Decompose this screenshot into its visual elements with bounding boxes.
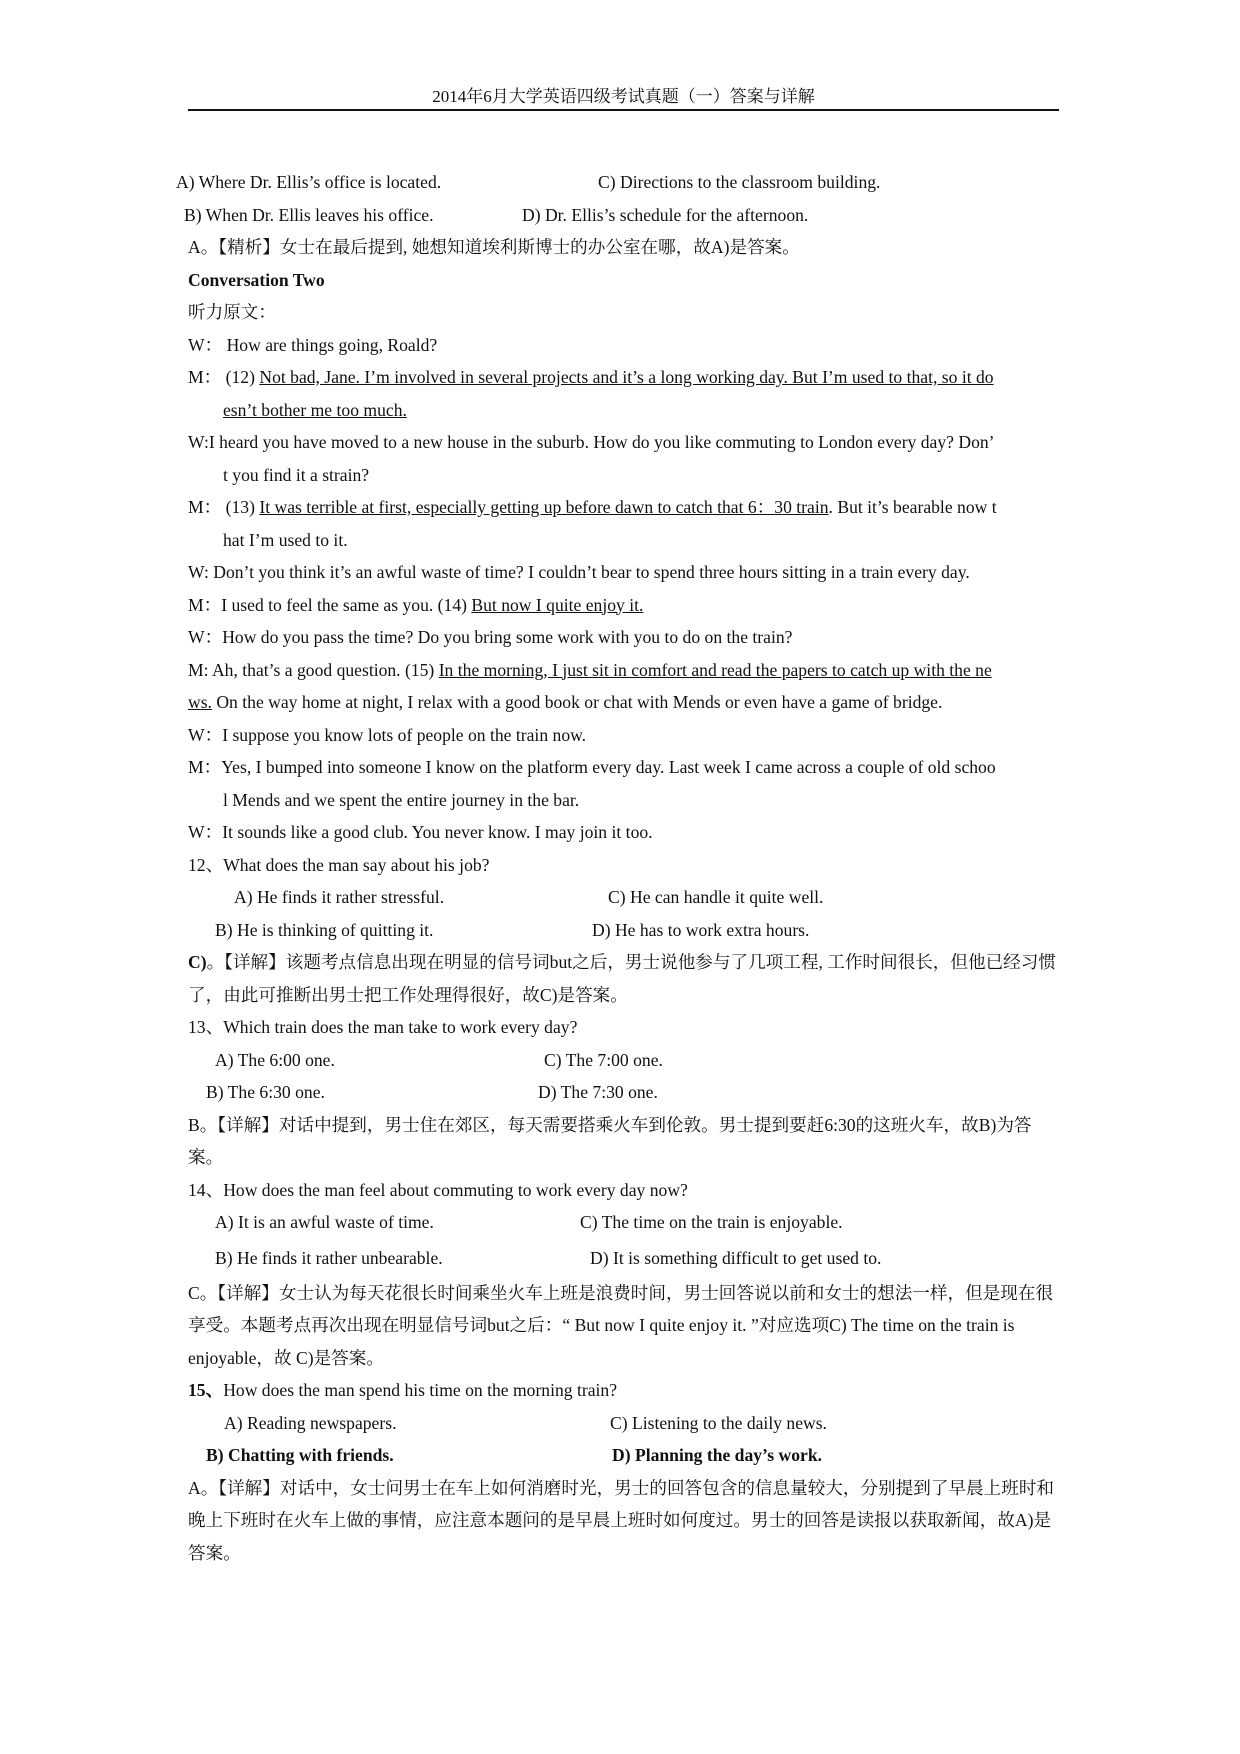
option-a: A) Reading newspapers. xyxy=(224,1412,397,1433)
underlined-text: In the morning, I just sit in comfort and read the papers to catch up with the ne xyxy=(438,659,992,680)
transcript-line xyxy=(188,686,1060,719)
answer-q13: B。【详解】对话中提到，男士住在郊区，每天需要搭乘火车到伦敦。男士提到要赶6:30的这班火车，故B)为答案。 xyxy=(188,1114,1032,1167)
speaker-prefix: M：I used to feel the same as you. (14) xyxy=(188,594,472,615)
option-row xyxy=(188,1206,1060,1239)
answer-q14: C。【详解】女士认为每天花很长时间乘坐火车上班是浪费时间，男士回答说以前和女士的想法一样，但是现在很享受。本题考点再次出现在明显信号词but之后：“ But now I quite enjoy it. ”对应选项C) The time on the train is enjoyable，故 C)是答案。 xyxy=(188,1282,1054,1368)
plain-text: . But it’s bearable now t xyxy=(828,497,997,517)
question-14: 14、How does the man feel about commuting to work every day now? xyxy=(188,1179,688,1200)
option-row xyxy=(188,1044,1060,1077)
header-rule xyxy=(188,109,1059,111)
option-c: C) Directions to the classroom building. xyxy=(598,172,881,192)
question-number: 15、 xyxy=(188,1380,224,1400)
transcript-line: l Mends and we spent the entire journey in the bar. xyxy=(223,789,580,810)
option-d: D) He has to work extra hours. xyxy=(592,919,810,940)
option-row xyxy=(188,1076,1060,1109)
question-12: 12、What does the man say about his job? xyxy=(188,854,490,875)
page-header: 2014年6月大学英语四级考试真题（一）答案与详解 xyxy=(432,87,815,106)
option-a: A) It is an awful waste of time. xyxy=(215,1212,434,1232)
option-b: B) The 6:30 one. xyxy=(206,1082,325,1102)
option-b: B) Chatting with friends. xyxy=(206,1445,394,1465)
option-d: D) Dr. Ellis’s schedule for the afternoon. xyxy=(522,204,809,225)
answer-letter: C) xyxy=(188,952,207,972)
speaker-prefix: M： (13) xyxy=(188,497,260,517)
transcript-line xyxy=(188,394,1060,427)
transcript-label: 听力原文： xyxy=(188,302,276,322)
option-d: D) It is something difficult to get used to. xyxy=(590,1247,882,1268)
transcript-line: W: Don’t you think it’s an awful waste of time? I couldn’t bear to spend three hours sitting in a train every day. xyxy=(188,562,970,582)
transcript-line: M：Yes, I bumped into someone I know on the platform every day. Last week I came across a couple of old schoo xyxy=(188,757,996,777)
transcript-line: hat I’m used to it. xyxy=(223,529,348,550)
option-row xyxy=(188,1439,1060,1472)
option-b: B) He finds it rather unbearable. xyxy=(215,1247,443,1268)
option-row xyxy=(188,881,1060,914)
section-title: Conversation Two xyxy=(188,269,325,290)
underlined-text: ws. xyxy=(188,692,212,712)
option-c: C) The time on the train is enjoyable. xyxy=(580,1212,843,1232)
answer-text: 。【详解】该题考点信息出现在明显的信号词but之后，男士说他参与了几项工程, 工作时间很长，但他已经习惯了，由此可推断出男士把工作处理得很好，故C)是答案。 xyxy=(188,952,1056,1005)
option-d: D) The 7:30 one. xyxy=(538,1082,658,1102)
transcript-line xyxy=(188,361,1060,394)
option-row xyxy=(188,1239,1060,1277)
underlined-text: It was terrible at first, especially getting up before dawn to catch that 6：30 train xyxy=(259,497,829,517)
underlined-text: But now I quite enjoy it. xyxy=(471,594,644,615)
option-a: A) He finds it rather stressful. xyxy=(234,887,445,907)
option-a: A) The 6:00 one. xyxy=(215,1049,335,1070)
answer-q11: A。【精析】女士在最后提到, 她想知道埃利斯博士的办公室在哪，故A)是答案。 xyxy=(188,237,800,257)
option-c: C) He can handle it quite well. xyxy=(608,887,824,907)
question-13: 13、Which train does the man take to work every day? xyxy=(188,1017,578,1037)
transcript-line xyxy=(188,654,1060,687)
question-text: How does the man spend his time on the morning train? xyxy=(223,1380,618,1400)
transcript-line xyxy=(188,589,1060,622)
speaker-prefix: M： (12) xyxy=(188,367,260,387)
option-row xyxy=(184,199,1060,232)
option-b: B) When Dr. Ellis leaves his office. xyxy=(184,204,434,225)
transcript-line: t you find it a strain? xyxy=(223,464,370,485)
transcript-line: W：It sounds like a good club. You never know. I may join it too. xyxy=(188,822,653,842)
option-c: C) Listening to the daily news. xyxy=(610,1412,827,1433)
transcript-line xyxy=(188,491,1060,524)
option-row xyxy=(188,1407,1060,1440)
option-c: C) The 7:00 one. xyxy=(544,1049,663,1070)
transcript-line: W：How do you pass the time? Do you bring some work with you to do on the train? xyxy=(188,627,793,647)
transcript-line: W：I suppose you know lots of people on the train now. xyxy=(188,724,587,745)
answer-q15: A。【详解】对话中，女士问男士在车上如何消磨时光，男士的回答包含的信息量较大，分别提到了早晨上班时和晚上下班时在火车上做的事情，应注意本题问的是早晨上班时如何度过。男士的回答是读报以获取新闻，故A)是答案。 xyxy=(188,1477,1055,1563)
underlined-text: Not bad, Jane. I’m involved in several projects and it’s a long working day. But I’m used to that, so it do xyxy=(259,367,994,387)
speaker-prefix: M: Ah, that’s a good question. (15) xyxy=(188,659,439,680)
option-a: A) Where Dr. Ellis’s office is located. xyxy=(176,172,442,192)
answer-q12 xyxy=(188,946,1060,1011)
question-15 xyxy=(188,1374,1060,1407)
plain-text: On the way home at night, I relax with a good book or chat with Mends or even have a game of bridge. xyxy=(211,692,943,712)
option-row xyxy=(188,914,1060,947)
option-row xyxy=(176,166,1060,199)
transcript-line: W： How are things going, Roald? xyxy=(188,334,438,355)
document-body xyxy=(176,166,1060,1569)
transcript-line: W:I heard you have moved to a new house in the suburb. How do you like commuting to London every day? Don’ xyxy=(188,432,995,452)
underlined-text: esn’t bother me too much. xyxy=(223,399,407,420)
option-b: B) He is thinking of quitting it. xyxy=(215,919,434,940)
option-d: D) Planning the day’s work. xyxy=(612,1445,823,1465)
